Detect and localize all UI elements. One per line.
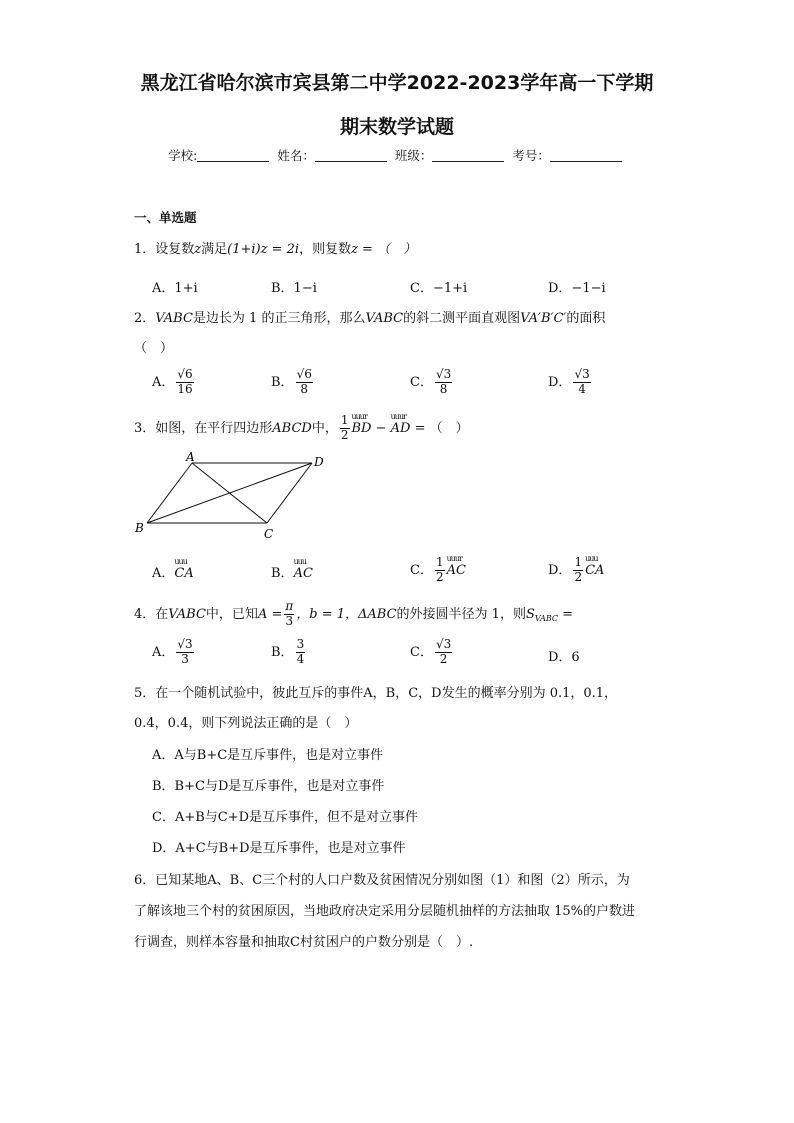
question-2-option-a[interactable]: A． $\frac{√6}{16}$ (152, 367, 193, 396)
question-1-option-b[interactable]: B．1−i (271, 281, 317, 296)
school-blank[interactable] (197, 148, 269, 162)
question-2-option-d[interactable]: D． $\frac{√3}{4}$ (548, 367, 590, 396)
student-info-row (0, 146, 794, 164)
vertex-label-d: D (314, 455, 324, 469)
diagonal-bd (147, 463, 312, 523)
question-3-option-a[interactable]: A．uuu CA (152, 562, 194, 581)
edge-ab (147, 463, 192, 523)
section-heading: 一、单选题 (134, 210, 197, 225)
question-3-option-d[interactable]: D． $\frac{1}{2}$ uuu CA (548, 556, 604, 585)
question-2-stem-line-2: （ ） (134, 341, 174, 356)
parallelogram-figure (132, 450, 342, 545)
question-1-option-c[interactable]: C．−1+i (410, 281, 468, 296)
question-1-option-d[interactable]: D．−1−i (548, 281, 606, 296)
class-label: 班级： (394, 148, 433, 163)
question-5-stem: 5．在一个随机试验中，彼此互斥的事件A，B，C，D发生的概率分别为 0.1，0.1， (134, 686, 618, 701)
question-5-option-d[interactable]: D．A+C与B+D是互斥事件，也是对立事件 (152, 841, 406, 856)
vector-ad: uuur AD (391, 421, 411, 436)
question-1-option-a[interactable]: A．1+i (152, 281, 198, 296)
vertex-label-a: A (186, 450, 195, 464)
exam-title-line-2: 期末数学试题 (339, 116, 454, 138)
question-6-stem: 6．已知某地A、B、C三个村的人口户数及贫困情况分别如图（1）和图（2）所示，为 (134, 873, 630, 888)
question-4-option-a[interactable]: A． $\frac{√3}{3}$ (152, 637, 193, 666)
question-5-option-a[interactable]: A．A与B+C是互斥事件，也是对立事件 (152, 748, 384, 763)
name-blank[interactable] (315, 148, 387, 162)
edge-dc (267, 463, 312, 523)
class-blank[interactable] (432, 148, 504, 162)
name-label: 姓名： (277, 148, 315, 163)
question-4-stem: 4．在VABC中，已知A = $\frac{\pi}{3}$ ，b = 1，ΔABC的外接圆半径为 1，则$S_{VABC}$ = (134, 599, 574, 628)
school-label: 学校: (168, 148, 198, 163)
exam-number-blank[interactable] (550, 148, 622, 162)
question-6-stem-line-2: 了解该地三个村的贫困原因，当地政府决定采用分层随机抽样的方法抽取 15%的户数进 (134, 904, 636, 919)
question-4-option-b[interactable]: B． $\frac{3}{4}$ (271, 637, 305, 666)
exam-title-line-1: 黑龙江省哈尔滨市宾县第二中学2022-2023学年高一下学期 (140, 72, 654, 94)
question-4-option-c[interactable]: C． $\frac{√3}{2}$ (410, 637, 452, 666)
question-3-option-c[interactable]: C． $\frac{1}{2}$ uuur AC (410, 556, 466, 585)
question-3-option-b[interactable]: B．uuu AC (271, 562, 313, 581)
question-5-stem-line-2: 0.4，0.4，则下列说法正确的是（ ） (134, 716, 358, 731)
question-1-stem: 1．设复数z满足(1+i)z = 2i，则复数z = （ ） (134, 242, 417, 257)
question-4-option-d[interactable]: D．6 (548, 650, 580, 665)
question-3-stem: 3．如图，在平行四边形ABCD中， $\frac{1}{2}$ uuur BD − uuur AD = （ ） (134, 414, 469, 443)
vector-bd: uuur BD (352, 421, 372, 436)
question-2-option-c[interactable]: C． $\frac{√3}{8}$ (410, 367, 452, 396)
question-2-stem: 2．VABC是边长为 1 的正三角形，那么VABC的斜二测平面直观图VA′B′C′的面积 (134, 311, 606, 326)
question-2-option-b[interactable]: B． $\frac{√6}{8}$ (271, 367, 312, 396)
vertex-label-c: C (264, 527, 274, 541)
exam-number-label: 考号： (512, 148, 550, 163)
vertex-label-b: B (135, 521, 144, 535)
question-5-option-c[interactable]: C．A+B与C+D是互斥事件，但不是对立事件 (152, 810, 419, 825)
question-6-stem-line-3: 行调查，则样本容量和抽取C村贫困户的户数分别是（ ）. (134, 935, 474, 950)
question-5-option-b[interactable]: B．B+C与D是互斥事件，也是对立事件 (152, 779, 385, 794)
